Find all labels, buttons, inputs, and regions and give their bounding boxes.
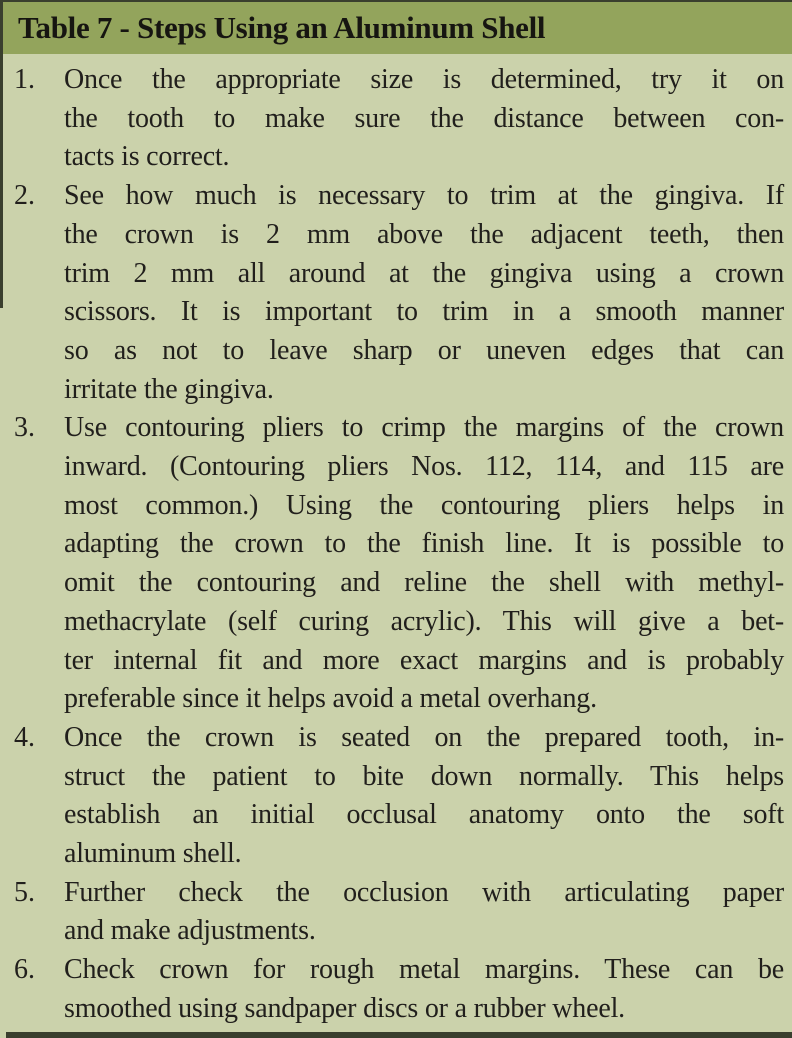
step-text-line: Use contouring pliers to crimp the margins of the crown bbox=[64, 412, 784, 444]
table-header bbox=[0, 0, 792, 54]
page-edge-bottom bbox=[6, 1032, 792, 1038]
step-text-line: ter internal fit and more exact margins and is probably bbox=[64, 644, 784, 676]
step-text-line: trim 2 mm all around at the gingiva using a crown bbox=[64, 257, 784, 289]
step-lines bbox=[64, 409, 784, 719]
step-text-line: adapting the crown to the finish line. It is possible to bbox=[64, 528, 784, 560]
step-item bbox=[14, 951, 784, 1028]
step-text-line: struct the patient to bite down normally. This helps bbox=[64, 760, 784, 792]
step-item bbox=[14, 409, 784, 719]
step-number: 5. bbox=[14, 876, 35, 908]
step-item bbox=[14, 177, 784, 409]
step-item bbox=[14, 874, 784, 951]
step-text-line: the crown is 2 mm above the adjacent teeth, then bbox=[64, 218, 784, 250]
step-item bbox=[14, 719, 784, 874]
step-text-line: aluminum shell. bbox=[64, 838, 242, 870]
step-number: 3. bbox=[14, 412, 35, 444]
step-text-line: and make adjustments. bbox=[64, 915, 316, 947]
page-edge-left bbox=[0, 0, 3, 308]
step-number: 2. bbox=[14, 180, 35, 212]
step-lines bbox=[64, 61, 784, 177]
step-text-line: inward. (Contouring pliers Nos. 112, 114, and 115 are bbox=[64, 451, 784, 483]
step-number: 4. bbox=[14, 721, 35, 753]
step-lines bbox=[64, 951, 784, 1028]
step-text-line: Once the appropriate size is determined, try it on bbox=[64, 64, 784, 95]
steps-list bbox=[0, 54, 792, 1029]
step-lines bbox=[64, 719, 784, 874]
step-text-line: establish an initial occlusal anatomy onto the soft bbox=[64, 799, 784, 831]
step-text-line: most common.) Using the contouring pliers helps in bbox=[64, 489, 784, 521]
step-text-line: tacts is correct. bbox=[64, 141, 230, 173]
step-text-line: Once the crown is seated on the prepared tooth, in- bbox=[64, 721, 784, 753]
step-text-line: so as not to leave sharp or uneven edges that can bbox=[64, 334, 784, 366]
table-title: Table 7 - Steps Using an Aluminum Shell bbox=[18, 10, 546, 45]
step-text-line: the tooth to make sure the distance between con- bbox=[64, 102, 784, 134]
step-text-line: omit the contouring and reline the shell with methyl- bbox=[64, 567, 784, 599]
step-text-line: irritate the gingiva. bbox=[64, 373, 274, 405]
step-text-line: preferable since it helps avoid a metal overhang. bbox=[64, 683, 597, 715]
step-text-line: methacrylate (self curing acrylic). This will give a bet- bbox=[64, 605, 784, 637]
step-text-line: Check crown for rough metal margins. These can be bbox=[64, 954, 784, 986]
step-text-line: smoothed using sandpaper discs or a rubber wheel. bbox=[64, 992, 625, 1024]
step-text-line: scissors. It is important to trim in a smooth manner bbox=[64, 296, 784, 328]
step-text-line: See how much is necessary to trim at the gingiva. If bbox=[64, 180, 784, 212]
step-lines bbox=[64, 874, 784, 951]
step-text-line: Further check the occlusion with articulating paper bbox=[64, 876, 784, 908]
step-number: 6. bbox=[14, 954, 35, 986]
step-number: 1. bbox=[14, 64, 35, 95]
step-lines bbox=[64, 177, 784, 409]
step-item bbox=[14, 61, 784, 177]
